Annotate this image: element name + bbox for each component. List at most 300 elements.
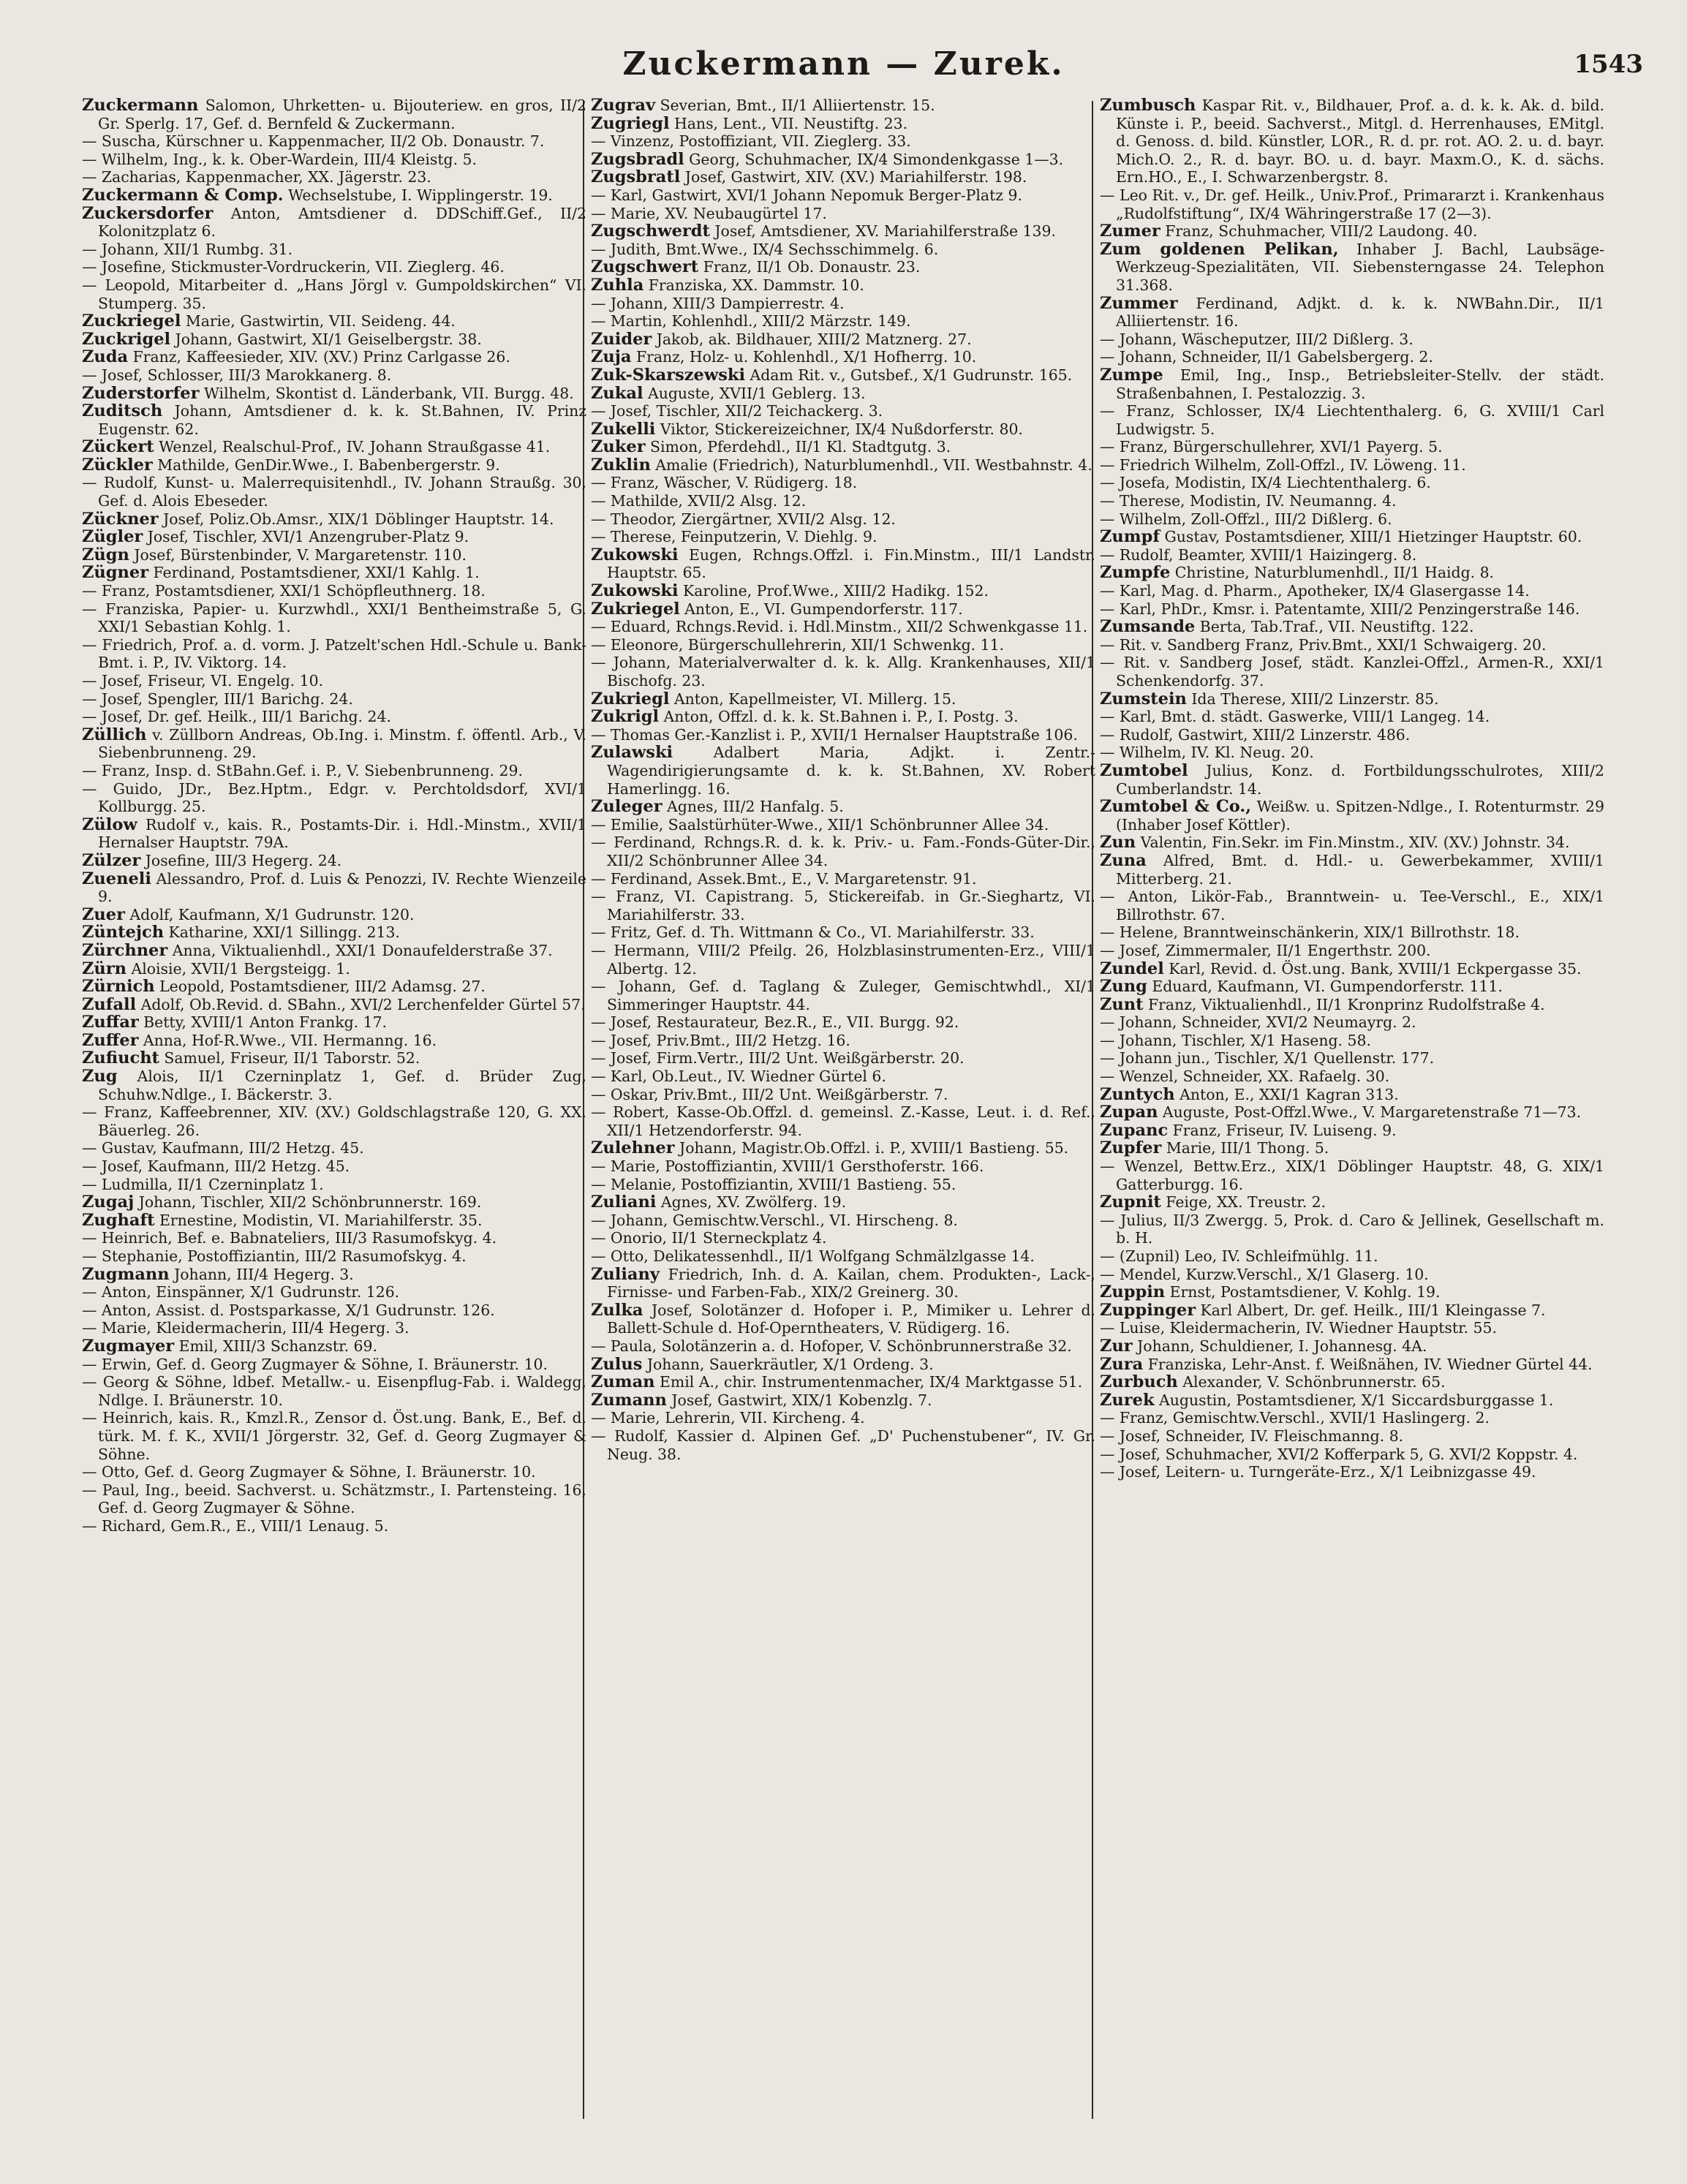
directory-entry bbox=[82, 1337, 586, 1356]
directory-entry bbox=[591, 295, 1095, 313]
directory-entry bbox=[82, 1463, 586, 1481]
entry-details: — Friedrich, Prof. a. d. vorm. J. Patzelt'schen Hdl.-Schule u. Bank-Bmt. i. P., IV. Viktorg. 14. bbox=[82, 635, 586, 672]
directory-entry bbox=[1100, 1427, 1604, 1446]
directory-entry bbox=[591, 151, 1095, 169]
entry-details: — Erwin, Gef. d. Georg Zugmayer & Söhne, I. Bräunerstr. 10. bbox=[82, 1355, 548, 1373]
entry-details: Josef, Poliz.Ob.Amsr., XIX/1 Döblinger Hauptstr. 14. bbox=[158, 510, 554, 528]
entry-details: Anna, Hof-R.Wwe., VII. Hermanng. 16. bbox=[138, 1031, 437, 1049]
entry-details: Franz, Holz- u. Kohlenhdl., X/1 Hofherrg. 10. bbox=[631, 348, 977, 366]
entry-details: — Heinrich, kais. R., Kmzl.R., Zensor d. Öst.ung. Bank, E., Bef. d. türk. M. f. K., XVII/1 Jörgerstr. 32, Gef. d. Georg Zugmayer & Söhne. bbox=[82, 1409, 586, 1463]
entry-details: Wechselstube, I. Wipplingerstr. 19. bbox=[283, 186, 553, 204]
entry-surname: Zugriegl bbox=[591, 113, 670, 133]
entry-surname: Zügler bbox=[82, 527, 143, 547]
entry-surname: Zuna bbox=[1100, 850, 1147, 870]
entry-surname: Zückner bbox=[82, 509, 159, 529]
entry-surname: Zumbusch bbox=[1100, 96, 1196, 115]
directory-entry bbox=[591, 366, 1095, 385]
directory-entry bbox=[1100, 97, 1604, 186]
directory-entry bbox=[1100, 834, 1604, 852]
directory-entry bbox=[591, 1409, 1095, 1427]
directory-entry bbox=[591, 241, 1095, 259]
directory-entry bbox=[82, 312, 586, 330]
entry-details: — Karl, Gastwirt, XVI/1 Johann Nepomuk Berger-Platz 9. bbox=[591, 186, 1022, 204]
entry-details: Franziska, XX. Dammstr. 10. bbox=[644, 276, 864, 294]
entry-details: Emil, XIII/3 Schanzstr. 69. bbox=[174, 1337, 377, 1355]
entry-surname: Zufiucht bbox=[82, 1048, 159, 1068]
directory-entry bbox=[591, 1373, 1095, 1391]
entry-surname: Zug bbox=[82, 1067, 118, 1087]
directory-entry bbox=[82, 241, 586, 259]
entry-details: Franz, Schuhmacher, VIII/2 Laudong. 40. bbox=[1160, 222, 1478, 241]
entry-details: — Hermann, VIII/2 Pfeilg. 26, Holzblasinstrumenten-Erz., VIII/1 Albertg. 12. bbox=[591, 941, 1095, 978]
entry-surname: Zuditsch bbox=[82, 401, 163, 421]
directory-entry bbox=[591, 1229, 1095, 1247]
entry-details: Christine, Naturblumenhdl., II/1 Haidg. 8. bbox=[1170, 564, 1495, 582]
directory-entry bbox=[82, 151, 586, 169]
entry-surname: Zügn bbox=[82, 545, 129, 564]
entry-surname: Zugaj bbox=[82, 1193, 135, 1212]
entry-details: — Johann, XIII/3 Dampierrestr. 4. bbox=[591, 294, 845, 312]
entry-surname: Zugsbradl bbox=[591, 149, 684, 169]
entry-surname: Zuk-Skarszewski bbox=[591, 365, 746, 385]
directory-entry bbox=[82, 780, 586, 816]
entry-details: Samuel, Friseur, II/1 Taborstr. 52. bbox=[159, 1049, 420, 1068]
directory-entry bbox=[1100, 618, 1604, 636]
entry-details: — Wilhelm, IV. Kl. Neug. 20. bbox=[1100, 744, 1314, 762]
directory-entry bbox=[82, 600, 586, 636]
directory-entry bbox=[591, 97, 1095, 115]
directory-entry bbox=[82, 546, 586, 564]
entry-surname: Zuja bbox=[591, 347, 632, 367]
entry-details: — Franz, Postamtsdiener, XXI/1 Schöpfleuthnerg. 18. bbox=[82, 582, 486, 600]
entry-details: — Oskar, Priv.Bmt., III/2 Unt. Weißgärberstr. 7. bbox=[591, 1085, 948, 1103]
entry-details: Georg, Schuhmacher, IX/4 Simondenkgasse 1—3. bbox=[684, 150, 1064, 168]
entry-details: — Rudolf, Beamter, XVIII/1 Haizingerg. 8. bbox=[1100, 545, 1417, 564]
directory-entry bbox=[591, 385, 1095, 403]
entry-details: Jakob, ak. Bildhauer, XIII/2 Matznerg. 27. bbox=[652, 330, 972, 348]
entry-surname: Zufall bbox=[82, 994, 137, 1014]
entry-details: — Mathilde, XVII/2 Alsg. 12. bbox=[591, 492, 807, 510]
entry-details: — Luise, Kleidermacherin, IV. Wiedner Hauptstr. 55. bbox=[1100, 1319, 1497, 1337]
entry-details: Marie, Gastwirtin, VII. Seideng. 44. bbox=[181, 312, 456, 330]
entry-details: — Karl, Bmt. d. städt. Gaswerke, VIII/1 Langeg. 14. bbox=[1100, 708, 1490, 726]
entry-details: Marie, III/1 Thong. 5. bbox=[1161, 1139, 1329, 1157]
entry-details: — Franz, Gemischtw.Verschl., XVII/1 Haslingerg. 2. bbox=[1100, 1409, 1490, 1427]
directory-entry bbox=[591, 1139, 1095, 1157]
entry-details: — Josef, Leitern- u. Turngeräte-Erz., X/1 Leibnizgasse 49. bbox=[1100, 1463, 1536, 1481]
directory-entry bbox=[591, 492, 1095, 510]
directory-column-1 bbox=[82, 97, 586, 1535]
entry-details: — Vinzenz, Postoffiziant, VII. Zieglerg. 33. bbox=[591, 132, 911, 151]
entry-details: Augustin, Postamtsdiener, X/1 Siccardsburggasse 1. bbox=[1154, 1391, 1554, 1409]
directory-entry bbox=[1100, 923, 1604, 942]
entry-details: — Josef, Schlosser, III/3 Marokkanerg. 8. bbox=[82, 366, 392, 384]
entry-surname: Zürnich bbox=[82, 977, 155, 997]
entry-surname: Zugsbratl bbox=[591, 167, 681, 187]
entry-details: — Paul, Ing., beeid. Sachverst. u. Schätzmstr., I. Partensteing. 16, Gef. d. Georg Zugmayer & Söhne. bbox=[82, 1481, 586, 1517]
directory-entry bbox=[591, 474, 1095, 492]
entry-details: Josef, Gastwirt, XIV. (XV.) Mariahilferstr. 198. bbox=[680, 168, 1027, 186]
directory-entry bbox=[82, 996, 586, 1014]
directory-entry bbox=[82, 636, 586, 672]
entry-details: — Friedrich Wilhelm, Zoll-Offzl., IV. Löweng. 11. bbox=[1100, 456, 1466, 474]
directory-entry bbox=[591, 1193, 1095, 1212]
directory-entry bbox=[591, 690, 1095, 709]
directory-entry bbox=[1100, 1391, 1604, 1410]
directory-entry bbox=[591, 1356, 1095, 1374]
entry-details: — (Zupnil) Leo, IV. Schleifmühlg. 11. bbox=[1100, 1247, 1378, 1265]
directory-entry bbox=[82, 1103, 586, 1139]
entry-details: Friedrich, Inh. d. A. Kailan, chem. Produkten-, Lack-, Firnisse- und Farben-Fab., XIX/2 Greinerg. 30. bbox=[607, 1265, 1095, 1301]
entry-details: — Robert, Kasse-Ob.Offzl. d. gemeinsl. Z.-Kasse, Leut. i. d. Ref., XII/1 Hetzendorferstr. 94. bbox=[591, 1103, 1095, 1139]
entry-surname: Züntejch bbox=[82, 923, 165, 942]
directory-entry bbox=[82, 276, 586, 312]
directory-entry bbox=[82, 205, 586, 241]
entry-details: Anton, E., VI. Gumpendorferstr. 117. bbox=[679, 600, 963, 618]
entry-details: Johann, Magistr.Ob.Offzl. i. P., XVIII/1 Bastieng. 55. bbox=[674, 1139, 1069, 1157]
entry-surname: Zuffar bbox=[82, 1013, 139, 1032]
directory-entry bbox=[82, 1409, 586, 1463]
directory-entry bbox=[82, 528, 586, 546]
directory-entry bbox=[82, 672, 586, 690]
directory-entry bbox=[1100, 438, 1604, 456]
directory-entry bbox=[82, 906, 586, 924]
entry-details: — Marie, Postoffiziantin, XVIII/1 Gersthoferstr. 166. bbox=[591, 1157, 984, 1176]
entry-surname: Zückler bbox=[82, 455, 153, 475]
directory-entry bbox=[1100, 330, 1604, 349]
directory-entry bbox=[82, 258, 586, 276]
directory-entry bbox=[82, 1283, 586, 1301]
entry-details: Adam Rit. v., Gutsbef., X/1 Gudrunstr. 165. bbox=[745, 366, 1073, 384]
entry-details: Karoline, Prof.Wwe., XIII/2 Hadikg. 152. bbox=[678, 582, 989, 600]
entry-details: — Heinrich, Bef. e. Babnateliers, III/3 Rasumofskyg. 4. bbox=[82, 1229, 497, 1247]
entry-details: Anton, E., XXI/1 Kagran 313. bbox=[1174, 1085, 1399, 1103]
directory-entry bbox=[82, 1517, 586, 1535]
entry-surname: Zulus bbox=[591, 1354, 643, 1374]
directory-entry bbox=[591, 438, 1095, 456]
entry-details: — Josef, Restaurateur, Bez.R., E., VII. Burgg. 92. bbox=[591, 1013, 959, 1032]
directory-entry bbox=[1100, 474, 1604, 492]
directory-entry bbox=[82, 564, 586, 582]
entry-surname: Zurek bbox=[1100, 1390, 1155, 1410]
directory-entry bbox=[82, 1032, 586, 1050]
entry-details: — Therese, Feinputzerin, V. Diehlg. 9. bbox=[591, 528, 878, 546]
directory-entry bbox=[1100, 690, 1604, 709]
directory-entry bbox=[82, 978, 586, 996]
entry-details: Josefine, III/3 Hegerg. 24. bbox=[140, 851, 342, 869]
entry-surname: Zückert bbox=[82, 437, 154, 457]
directory-entry bbox=[591, 330, 1095, 349]
directory-entry bbox=[1100, 1373, 1604, 1391]
entry-surname: Zürn bbox=[82, 959, 127, 978]
directory-entry bbox=[591, 205, 1095, 223]
entry-details: — Franz, Schlosser, IX/4 Liechtenthalerg. 6, G. XVIII/1 Carl Ludwigstr. 5. bbox=[1100, 402, 1604, 438]
entry-surname: Zülow bbox=[82, 815, 137, 834]
entry-surname: Zuer bbox=[82, 904, 125, 924]
entry-details: Auguste, XVII/1 Geblerg. 13. bbox=[643, 384, 866, 402]
entry-details: — Franziska, Papier- u. Kurzwhdl., XXI/1 Bentheimstraße 5, G. XXI/1 Sebastian Kohlg. 1. bbox=[82, 600, 586, 636]
directory-entry bbox=[82, 330, 586, 349]
directory-entry bbox=[591, 798, 1095, 816]
entry-details: — Johann, XII/1 Rumbg. 31. bbox=[82, 240, 293, 258]
entry-details: — Johann, Wäscheputzer, III/2 Dißlerg. 3. bbox=[1100, 330, 1414, 348]
directory-entry bbox=[1100, 636, 1604, 654]
entry-details: — Johann, Gemischtw.Verschl., VI. Hirscheng. 8. bbox=[591, 1211, 958, 1229]
directory-entry bbox=[1100, 564, 1604, 582]
entry-surname: Zuckrigel bbox=[82, 329, 171, 349]
entry-surname: Zukal bbox=[591, 383, 644, 403]
entry-details: — Marie, Lehrerin, VII. Kircheng. 4. bbox=[591, 1409, 865, 1427]
directory-entry bbox=[1100, 1356, 1604, 1374]
entry-details: Wenzel, Realschul-Prof., IV. Johann Straußgasse 41. bbox=[154, 438, 551, 456]
directory-entry bbox=[82, 1247, 586, 1266]
entry-details: Eduard, Kaufmann, VI. Gumpendorferstr. 111. bbox=[1147, 978, 1503, 996]
entry-surname: Zupfer bbox=[1100, 1138, 1162, 1158]
entry-surname: Zun bbox=[1100, 833, 1136, 853]
directory-entry bbox=[82, 942, 586, 960]
directory-entry bbox=[82, 582, 586, 600]
directory-entry bbox=[1100, 1122, 1604, 1140]
directory-column-3 bbox=[1100, 97, 1604, 1481]
directory-entry bbox=[1100, 546, 1604, 564]
entry-details: Johann, Schuldiener, I. Johannesg. 4A. bbox=[1132, 1337, 1427, 1355]
directory-entry bbox=[1100, 1157, 1604, 1193]
entry-surname: Zukelli bbox=[591, 419, 656, 439]
directory-entry bbox=[1100, 1013, 1604, 1032]
entry-details: — Mendel, Kurzw.Verschl., X/1 Glaserg. 10. bbox=[1100, 1265, 1429, 1283]
entry-details: Josef, Bürstenbinder, V. Margaretenstr. 110. bbox=[129, 545, 467, 564]
entry-details: — Josefa, Modistin, IX/4 Liechtenthalerg. 6. bbox=[1100, 474, 1431, 492]
entry-details: — Franz, Wäscher, V. Rüdigerg. 18. bbox=[591, 474, 858, 492]
entry-details: Ida Therese, XIII/2 Linzerstr. 85. bbox=[1186, 689, 1439, 708]
entry-surname: Zuppin bbox=[1100, 1282, 1166, 1302]
directory-entry bbox=[82, 366, 586, 385]
directory-entry bbox=[591, 1266, 1095, 1301]
directory-entry bbox=[82, 1212, 586, 1230]
directory-entry bbox=[1100, 1068, 1604, 1086]
directory-entry bbox=[591, 276, 1095, 295]
directory-entry bbox=[591, 1301, 1095, 1337]
directory-entry bbox=[82, 1068, 586, 1103]
directory-entry bbox=[82, 1266, 586, 1284]
entry-surname: Zuderstorfer bbox=[82, 383, 200, 403]
entry-surname: Zumpe bbox=[1100, 365, 1163, 385]
entry-details: — Otto, Delikatessenhdl., II/1 Wolfgang Schmälzlgasse 14. bbox=[591, 1247, 1035, 1265]
entry-details: — Anton, Einspänner, X/1 Gudrunstr. 126. bbox=[82, 1283, 400, 1301]
entry-surname: Zukrigl bbox=[591, 707, 660, 727]
directory-entry bbox=[591, 132, 1095, 151]
entry-details: — Franz, Kaffeebrenner, XIV. (XV.) Goldschlagstraße 120, G. XX. Bäuerleg. 26. bbox=[82, 1103, 586, 1139]
directory-entry bbox=[82, 168, 586, 186]
directory-entry bbox=[591, 636, 1095, 654]
directory-entry bbox=[1100, 996, 1604, 1014]
entry-surname: Zumtobel bbox=[1100, 760, 1188, 780]
entry-details: — Franz, VI. Capistrang. 5, Stickereifab. in Gr.-Sieghartz, VI. Mariahilferstr. 33. bbox=[591, 888, 1095, 923]
entry-details: — Anton, Likör-Fab., Branntwein- u. Tee-Verschl., E., XIX/1 Billrothstr. 67. bbox=[1100, 888, 1604, 923]
entry-details: — Josef, Kaufmann, III/2 Hetzg. 45. bbox=[82, 1157, 350, 1176]
entry-details: — Leopold, Mitarbeiter d. „Hans Jörgl v. Gumpoldskirchen“ VI. Stumperg. 35. bbox=[82, 276, 586, 312]
entry-surname: Zukowski bbox=[591, 581, 679, 601]
directory-entry bbox=[82, 870, 586, 906]
directory-entry bbox=[591, 1391, 1095, 1410]
page-title: Zuckermann — Zurek. bbox=[622, 45, 1065, 83]
entry-details: — Eleonore, Bürgerschullehrerin, XII/1 Schwenkg. 11. bbox=[591, 635, 1005, 654]
entry-surname: Zuckermann bbox=[82, 96, 199, 115]
directory-entry bbox=[591, 618, 1095, 636]
page-number: 1543 bbox=[1574, 50, 1643, 79]
entry-details: — Johann, Materialverwalter d. k. k. Allg. Krankenhauses, XII/1 Bischofg. 23. bbox=[591, 654, 1095, 689]
directory-entry bbox=[82, 1157, 586, 1176]
directory-entry bbox=[82, 186, 586, 205]
entry-surname: Zunt bbox=[1100, 994, 1144, 1014]
entry-surname: Zuffer bbox=[82, 1030, 139, 1050]
directory-entry bbox=[1100, 1266, 1604, 1284]
directory-entry bbox=[1100, 366, 1604, 402]
directory-entry bbox=[82, 726, 586, 762]
directory-entry bbox=[591, 456, 1095, 475]
directory-entry bbox=[82, 1013, 586, 1032]
entry-surname: Zuleger bbox=[591, 797, 663, 817]
entry-details: Feige, XX. Treustr. 2. bbox=[1160, 1193, 1326, 1212]
entry-details: — Thomas Ger.-Kanzlist i. P., XVII/1 Hernalser Hauptstraße 106. bbox=[591, 725, 1078, 744]
entry-details: — Wilhelm, Zoll-Offzl., III/2 Dißlerg. 6. bbox=[1100, 510, 1392, 528]
entry-surname: Zummer bbox=[1100, 293, 1178, 313]
entry-surname: Zukriegel bbox=[591, 599, 680, 619]
directory-entry bbox=[591, 726, 1095, 744]
entry-details: Ernst, Postamtsdiener, V. Kohlg. 19. bbox=[1165, 1283, 1441, 1301]
entry-surname: Zuckriegel bbox=[82, 311, 181, 331]
entry-details: Katharine, XXI/1 Sillingg. 213. bbox=[164, 923, 400, 942]
entry-surname: Zumann bbox=[591, 1390, 667, 1410]
entry-details: — Josef, Schuhmacher, XVI/2 Kofferpark 5, G. XVI/2 Koppstr. 4. bbox=[1100, 1445, 1578, 1463]
entry-surname: Zum goldenen Pelikan, bbox=[1100, 239, 1339, 259]
directory-entry bbox=[1100, 1409, 1604, 1427]
directory-entry bbox=[82, 385, 586, 403]
directory-entry bbox=[591, 1157, 1095, 1176]
entry-details: Josef, Solotänzer d. Hofoper i. P., Mimiker u. Lehrer d. Ballett-Schule d. Hof-Operntheaters, V. Rüdigerg. 16. bbox=[607, 1301, 1095, 1337]
entry-surname: Zugrav bbox=[591, 96, 656, 115]
entry-surname: Zuckersdorfer bbox=[82, 203, 214, 223]
directory-entry bbox=[82, 1373, 586, 1409]
entry-surname: Zulehner bbox=[591, 1138, 675, 1158]
directory-entry bbox=[591, 420, 1095, 439]
entry-details: Inhaber J. Bachl, Laubsäge-Werkzeug-Spezialitäten, VII. Siebensterngasse 24. Telephon 31.368. bbox=[1116, 240, 1604, 294]
directory-entry bbox=[82, 1356, 586, 1374]
entry-details: Salomon, Uhrketten- u. Bijouteriew. en gros, II/2 Gr. Sperlg. 17, Gef. d. Bernfeld & Zuckermann. bbox=[98, 97, 586, 132]
directory-entry bbox=[82, 816, 586, 852]
directory-entry bbox=[1100, 708, 1604, 726]
entry-details: — Rit. v. Sandberg Franz, Priv.Bmt., XXI/1 Schwaigerg. 20. bbox=[1100, 635, 1547, 654]
directory-entry bbox=[591, 1086, 1095, 1104]
directory-entry bbox=[1100, 1301, 1604, 1320]
entry-surname: Zuliany bbox=[591, 1264, 660, 1284]
entry-surname: Zürchner bbox=[82, 940, 168, 960]
entry-surname: Zuppinger bbox=[1100, 1300, 1196, 1320]
entry-details: Gustav, Postamtsdiener, XIII/1 Hietzinger Hauptstr. 60. bbox=[1160, 528, 1582, 546]
entry-details: — Paula, Solotänzerin a. d. Hofoper, V. Schönbrunnerstraße 32. bbox=[591, 1337, 1072, 1355]
directory-entry bbox=[591, 168, 1095, 186]
entry-surname: Zupnit bbox=[1100, 1193, 1161, 1212]
directory-entry bbox=[1100, 1193, 1604, 1212]
entry-surname: Zung bbox=[1100, 977, 1147, 997]
entry-surname: Zülzer bbox=[82, 850, 141, 870]
directory-entry bbox=[591, 1212, 1095, 1230]
entry-details: — Julius, II/3 Zwergg. 5, Prok. d. Caro & Jellinek, Gesellschaft m. b. H. bbox=[1100, 1211, 1604, 1247]
entry-details: — Marie, Kleidermacherin, III/4 Hegerg. 3. bbox=[82, 1319, 410, 1337]
entry-details: Leopold, Postamtsdiener, III/2 Adamsg. 27. bbox=[154, 978, 486, 996]
entry-surname: Zumsande bbox=[1100, 617, 1196, 637]
directory-entry bbox=[82, 1229, 586, 1247]
directory-entry bbox=[591, 222, 1095, 241]
entry-details: Alessandro, Prof. d. Luis & Penozzi, IV. Rechte Wienzeile 9. bbox=[98, 869, 586, 906]
entry-surname: Zuda bbox=[82, 347, 129, 367]
directory-entry bbox=[1100, 582, 1604, 600]
directory-entry bbox=[1100, 1139, 1604, 1157]
entry-details: — Karl, PhDr., Kmsr. i. Patentamte, XIII/2 Penzingerstraße 146. bbox=[1100, 600, 1580, 618]
entry-surname: Zura bbox=[1100, 1354, 1144, 1374]
entry-details: — Wenzel, Schneider, XX. Rafaelg. 30. bbox=[1100, 1068, 1390, 1086]
directory-entry bbox=[1100, 348, 1604, 366]
entry-details: Hans, Lent., VII. Neustiftg. 23. bbox=[669, 114, 908, 132]
directory-entry bbox=[82, 708, 586, 726]
entry-surname: Zupan bbox=[1100, 1103, 1158, 1122]
directory-entry bbox=[82, 1301, 586, 1320]
entry-details: — Josef, Zimmermaler, II/1 Engerthstr. 200. bbox=[1100, 941, 1431, 959]
entry-details: — Josef, Tischler, XII/2 Teichackerg. 3. bbox=[591, 402, 883, 420]
entry-details: Anton, Amtsdiener d. DDSchiff.Gef., II/2 Kolonitzplatz 6. bbox=[98, 204, 586, 241]
entry-surname: Zugschwerdt bbox=[591, 222, 710, 241]
entry-details: — Ferdinand, Assek.Bmt., E., V. Margaretenstr. 91. bbox=[591, 869, 977, 888]
entry-details: Franz, II/1 Ob. Donaustr. 23. bbox=[698, 258, 921, 276]
entry-details: Auguste, Post-Offzl.Wwe., V. Margaretenstraße 71—73. bbox=[1158, 1103, 1582, 1122]
entry-details: Alexander, V. Schönbrunnerstr. 65. bbox=[1177, 1373, 1446, 1391]
entry-details: Johann, III/4 Hegerg. 3. bbox=[169, 1265, 354, 1283]
entry-details: — Josef, Schneider, IV. Fleischmanng. 8. bbox=[1100, 1427, 1404, 1445]
directory-entry bbox=[1100, 1463, 1604, 1481]
entry-details: Adolf, Ob.Revid. d. SBahn., XVI/2 Lerchenfelder Gürtel 57. bbox=[136, 995, 586, 1013]
entry-surname: Zumpf bbox=[1100, 527, 1160, 547]
directory-entry bbox=[591, 888, 1095, 923]
entry-details: Weißw. u. Spitzen-Ndlge., I. Rotenturmstr. 29 (Inhaber Josef Köttler). bbox=[1116, 798, 1604, 834]
entry-details: — Rit. v. Sandberg Josef, städt. Kanzlei-Offzl., Armen-R., XXI/1 Schenkendorfg. 37. bbox=[1100, 654, 1604, 689]
directory-entry bbox=[591, 510, 1095, 529]
entry-details: Amalie (Friedrich), Naturblumenhdl., VII. Westbahnstr. 4. bbox=[650, 456, 1092, 474]
directory-entry bbox=[1100, 1283, 1604, 1301]
entry-details: Karl, Revid. d. Öst.ung. Bank, XVIII/1 Eckpergasse 35. bbox=[1163, 959, 1582, 978]
entry-details: Agnes, III/2 Hanfalg. 5. bbox=[662, 798, 844, 816]
directory-entry bbox=[82, 690, 586, 709]
directory-entry bbox=[591, 1427, 1095, 1463]
directory-entry bbox=[1100, 402, 1604, 438]
entry-details: — Leo Rit. v., Dr. gef. Heilk., Univ.Prof., Primararzt i. Krankenhaus „Rudolfstiftung“, IX/4 Währingerstraße 17 (2—3). bbox=[1100, 186, 1604, 222]
entry-details: — Georg & Söhne, ldbef. Metallw.- u. Eisenpflug-Fab. i. Waldegg, Ndlge. I. Bräunerstr. 10. bbox=[82, 1373, 586, 1409]
entry-surname: Zundel bbox=[1100, 959, 1164, 978]
directory-entry bbox=[1100, 960, 1604, 978]
entry-details: — Eduard, Rchngs.Revid. i. Hdl.Minstm., XII/2 Schwenkgasse 11. bbox=[591, 618, 1088, 636]
directory-entry bbox=[1100, 1103, 1604, 1122]
entry-surname: Zuker bbox=[591, 437, 646, 457]
entry-surname: Zuklin bbox=[591, 455, 651, 475]
entry-surname: Zughaft bbox=[82, 1210, 155, 1230]
directory-entry bbox=[82, 1481, 586, 1517]
entry-details: Alois, II/1 Czerninplatz 1, Gef. d. Brüder Zug, Schuhw.Ndlge., I. Bäckerstr. 3. bbox=[98, 1068, 586, 1103]
directory-entry bbox=[82, 960, 586, 978]
entry-details: Anton, Offzl. d. k. k. St.Bahnen i. P., I. Postg. 3. bbox=[659, 708, 1019, 726]
entry-details: — Melanie, Postoffiziantin, XVIII/1 Bastieng. 55. bbox=[591, 1175, 956, 1193]
directory-entry bbox=[591, 1013, 1095, 1032]
entry-details: — Franz, Bürgerschullehrer, XVI/1 Payerg. 5. bbox=[1100, 438, 1443, 456]
entry-details: Wilhelm, Skontist d. Länderbank, VII. Burgg. 48. bbox=[199, 384, 574, 402]
